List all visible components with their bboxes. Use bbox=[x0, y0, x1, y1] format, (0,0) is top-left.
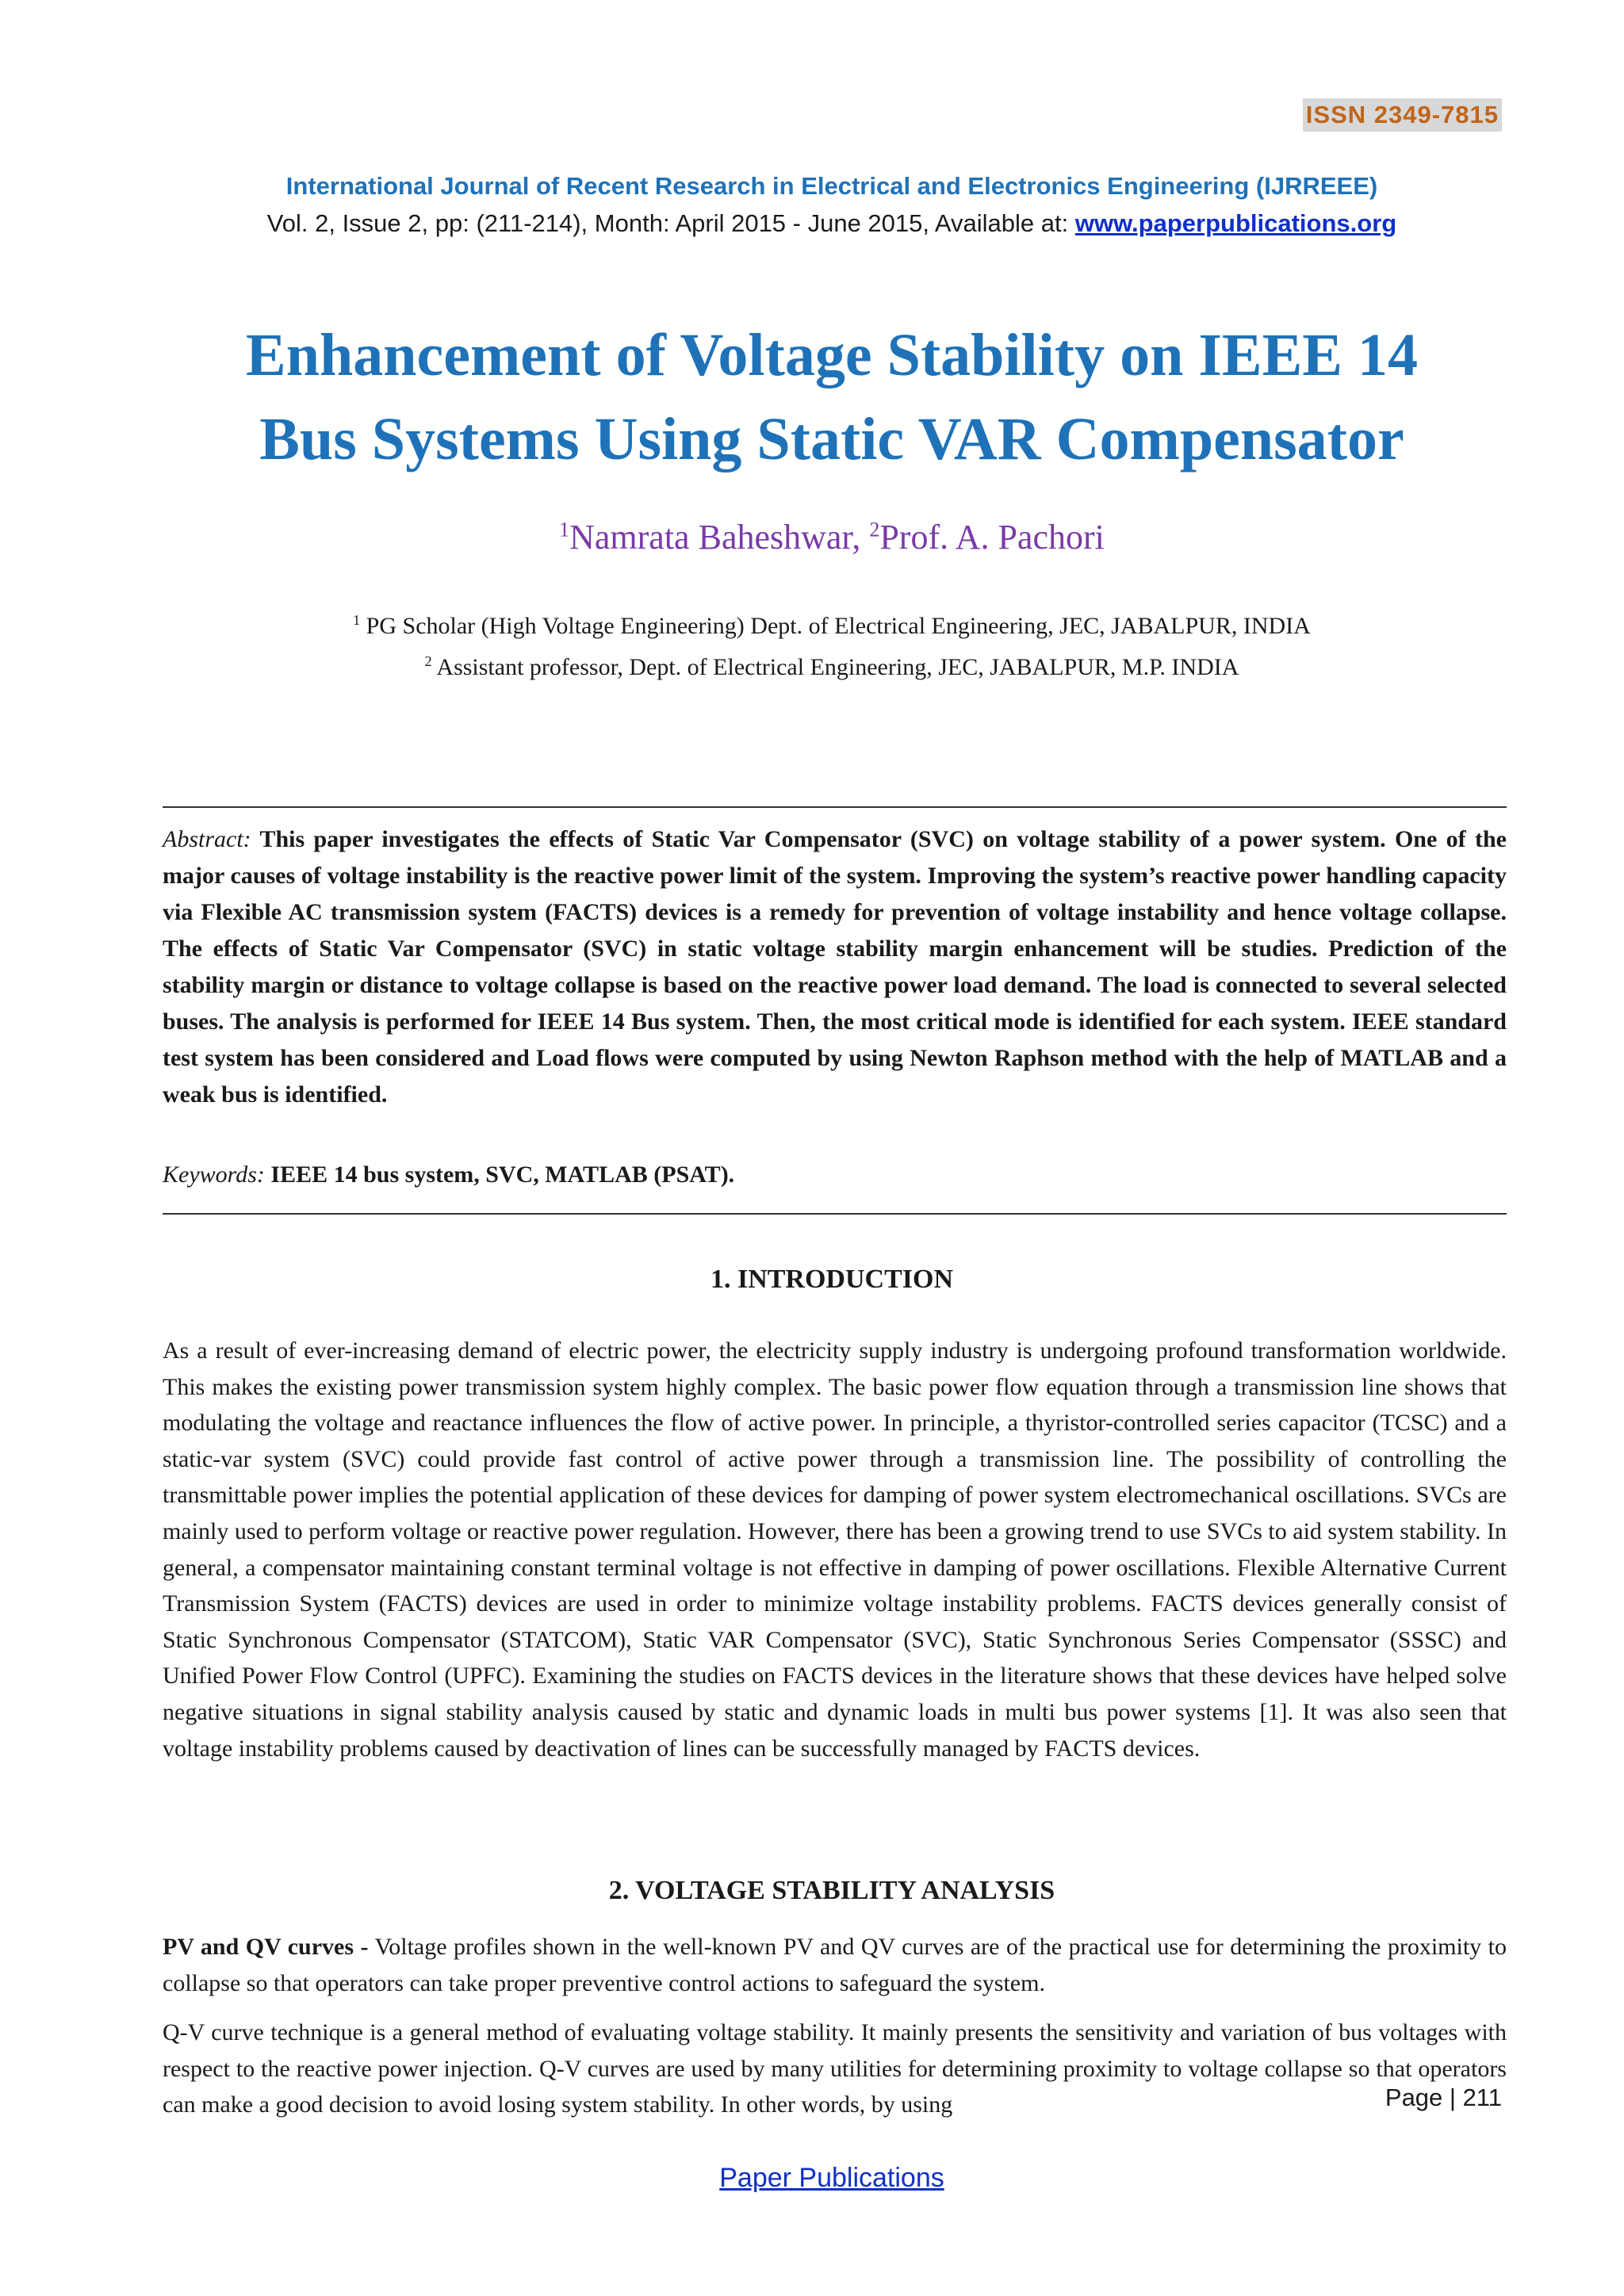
intro-heading: 1. INTRODUCTION bbox=[710, 1265, 954, 1294]
publisher-link[interactable]: Paper Publications bbox=[719, 2163, 944, 2193]
keywords bbox=[163, 1161, 1507, 1188]
volume-text: Vol. 2, Issue 2, pp: (211-214), Month: April 2015 - June 2015, Available at: bbox=[266, 209, 1075, 237]
pvqv-text: Voltage profiles shown in the well-known PV and QV curves are of the practical use for determining the proximity to collapse so that operators can take proper preventive control actions to safeguard the system. bbox=[163, 1934, 1507, 1996]
abstract-text: This paper investigates the effects of Static Var Compensator (SVC) on voltage stability of a power system. One of the major causes of voltage instability is the reactive power limit of the system. Improving the system’s reactive power handling capacity via Flexible AC transmission system (FACTS) devices is a remedy for prevention of voltage instability and hence voltage collapse. The effects of Static Var Compensator (SVC) in static voltage stability margin enhancement will be studies. Prediction of the stability margin or distance to voltage collapse is based on the reactive power load demand. The load is connected to several selected buses. The analysis is performed for IEEE 14 Bus system. Then, the most critical mode is identified for each system. IEEE standard test system has been considered and Load flows were computed by using Newton Raphson method with the help of MATLAB and a weak bus is identified. bbox=[163, 826, 1507, 1108]
website-link[interactable]: www.paperpublications.org bbox=[1074, 209, 1397, 237]
abstract-label: Abstract: bbox=[163, 826, 251, 852]
affiliation-2 bbox=[0, 644, 1624, 685]
author2-sup: 2 bbox=[869, 518, 880, 541]
pvqv-label: PV and QV curves - bbox=[163, 1934, 369, 1960]
abstract bbox=[163, 821, 1507, 1113]
author-2: Prof. A. Pachori bbox=[879, 518, 1105, 557]
title-line-1: Enhancement of Voltage Stability on IEEE 14 bbox=[246, 322, 1418, 388]
affil2-sup: 2 bbox=[424, 653, 432, 669]
paper-title bbox=[127, 313, 1537, 481]
volume-info bbox=[0, 209, 1624, 238]
pvqv-paragraph bbox=[163, 1929, 1507, 2001]
divider-top bbox=[163, 806, 1507, 808]
authors bbox=[0, 517, 1624, 557]
keywords-label: Keywords: bbox=[163, 1161, 265, 1188]
affil2-text: Assistant professor, Dept. of Electrical Engineering, JEC, JABALPUR, M.P. INDIA bbox=[431, 654, 1239, 680]
vsa-heading: 2. VOLTAGE STABILITY ANALYSIS bbox=[608, 1876, 1055, 1905]
affiliations bbox=[0, 603, 1624, 685]
author-1: Namrata Baheshwar, bbox=[569, 518, 870, 557]
author1-sup: 1 bbox=[559, 518, 570, 541]
qv-paragraph: Q-V curve technique is a general method of evaluating voltage stability. It mainly presents the sensitivity and variation of bus voltages with respect to the reactive power injection. Q-V curves are used by many utilities for determining proximity to voltage collapse so that operators can make a good decision to avoid losing system stability. In other words, by using bbox=[163, 2019, 1507, 2118]
intro-paragraph: As a result of ever-increasing demand of electric power, the electricity supply industry is undergoing profound transformation worldwide. This makes the existing power transmission system highly complex. The basic power flow equation through a transmission line shows that modulating the voltage and reactance influences the flow of active power. In principle, a thyristor-controlled series capacitor (TCSC) and a static-var system (SVC) could provide fast control of active power through a transmission line. The possibility of controlling the transmittable power implies the potential application of these devices for damping of power system electromechanical oscillations. SVCs are mainly used to perform voltage or reactive power regulation. However, there has been a growing trend to use SVCs to aid system stability. In general, a compensator maintaining constant terminal voltage is not effective in damping of power oscillations. Flexible Alternative Current Transmission System (FACTS) devices are used in order to minimize voltage instability problems. FACTS devices generally consist of Static Synchronous Compensator (STATCOM), Static VAR Compensator (SVC), Static Synchronous Series Compensator (SSSC) and Unified Power Flow Control (UPFC). Examining the studies on FACTS devices in the literature shows that these devices have helped solve negative situations in signal stability analysis caused by static and dynamic loads in multi bus power systems [1]. It was also seen that voltage instability problems caused by deactivation of lines can be successfully managed by FACTS devices. bbox=[163, 1337, 1507, 1762]
affiliation-1 bbox=[0, 603, 1624, 644]
page-number: Page | 211 bbox=[1385, 2084, 1502, 2111]
issn-badge: ISSN 2349-7815 bbox=[1303, 98, 1502, 132]
journal-title: International Journal of Recent Research in Electrical and Electronics Engineering (IJRREEE) bbox=[285, 172, 1378, 200]
keywords-text: IEEE 14 bus system, SVC, MATLAB (PSAT). bbox=[264, 1161, 735, 1188]
affil1-sup: 1 bbox=[353, 612, 361, 628]
divider-bottom bbox=[163, 1213, 1507, 1215]
title-line-2: Bus Systems Using Static VAR Compensator bbox=[259, 406, 1404, 473]
affil1-text: PG Scholar (High Voltage Engineering) Dept. of Electrical Engineering, JEC, JABALPUR, INDIA bbox=[360, 613, 1311, 639]
